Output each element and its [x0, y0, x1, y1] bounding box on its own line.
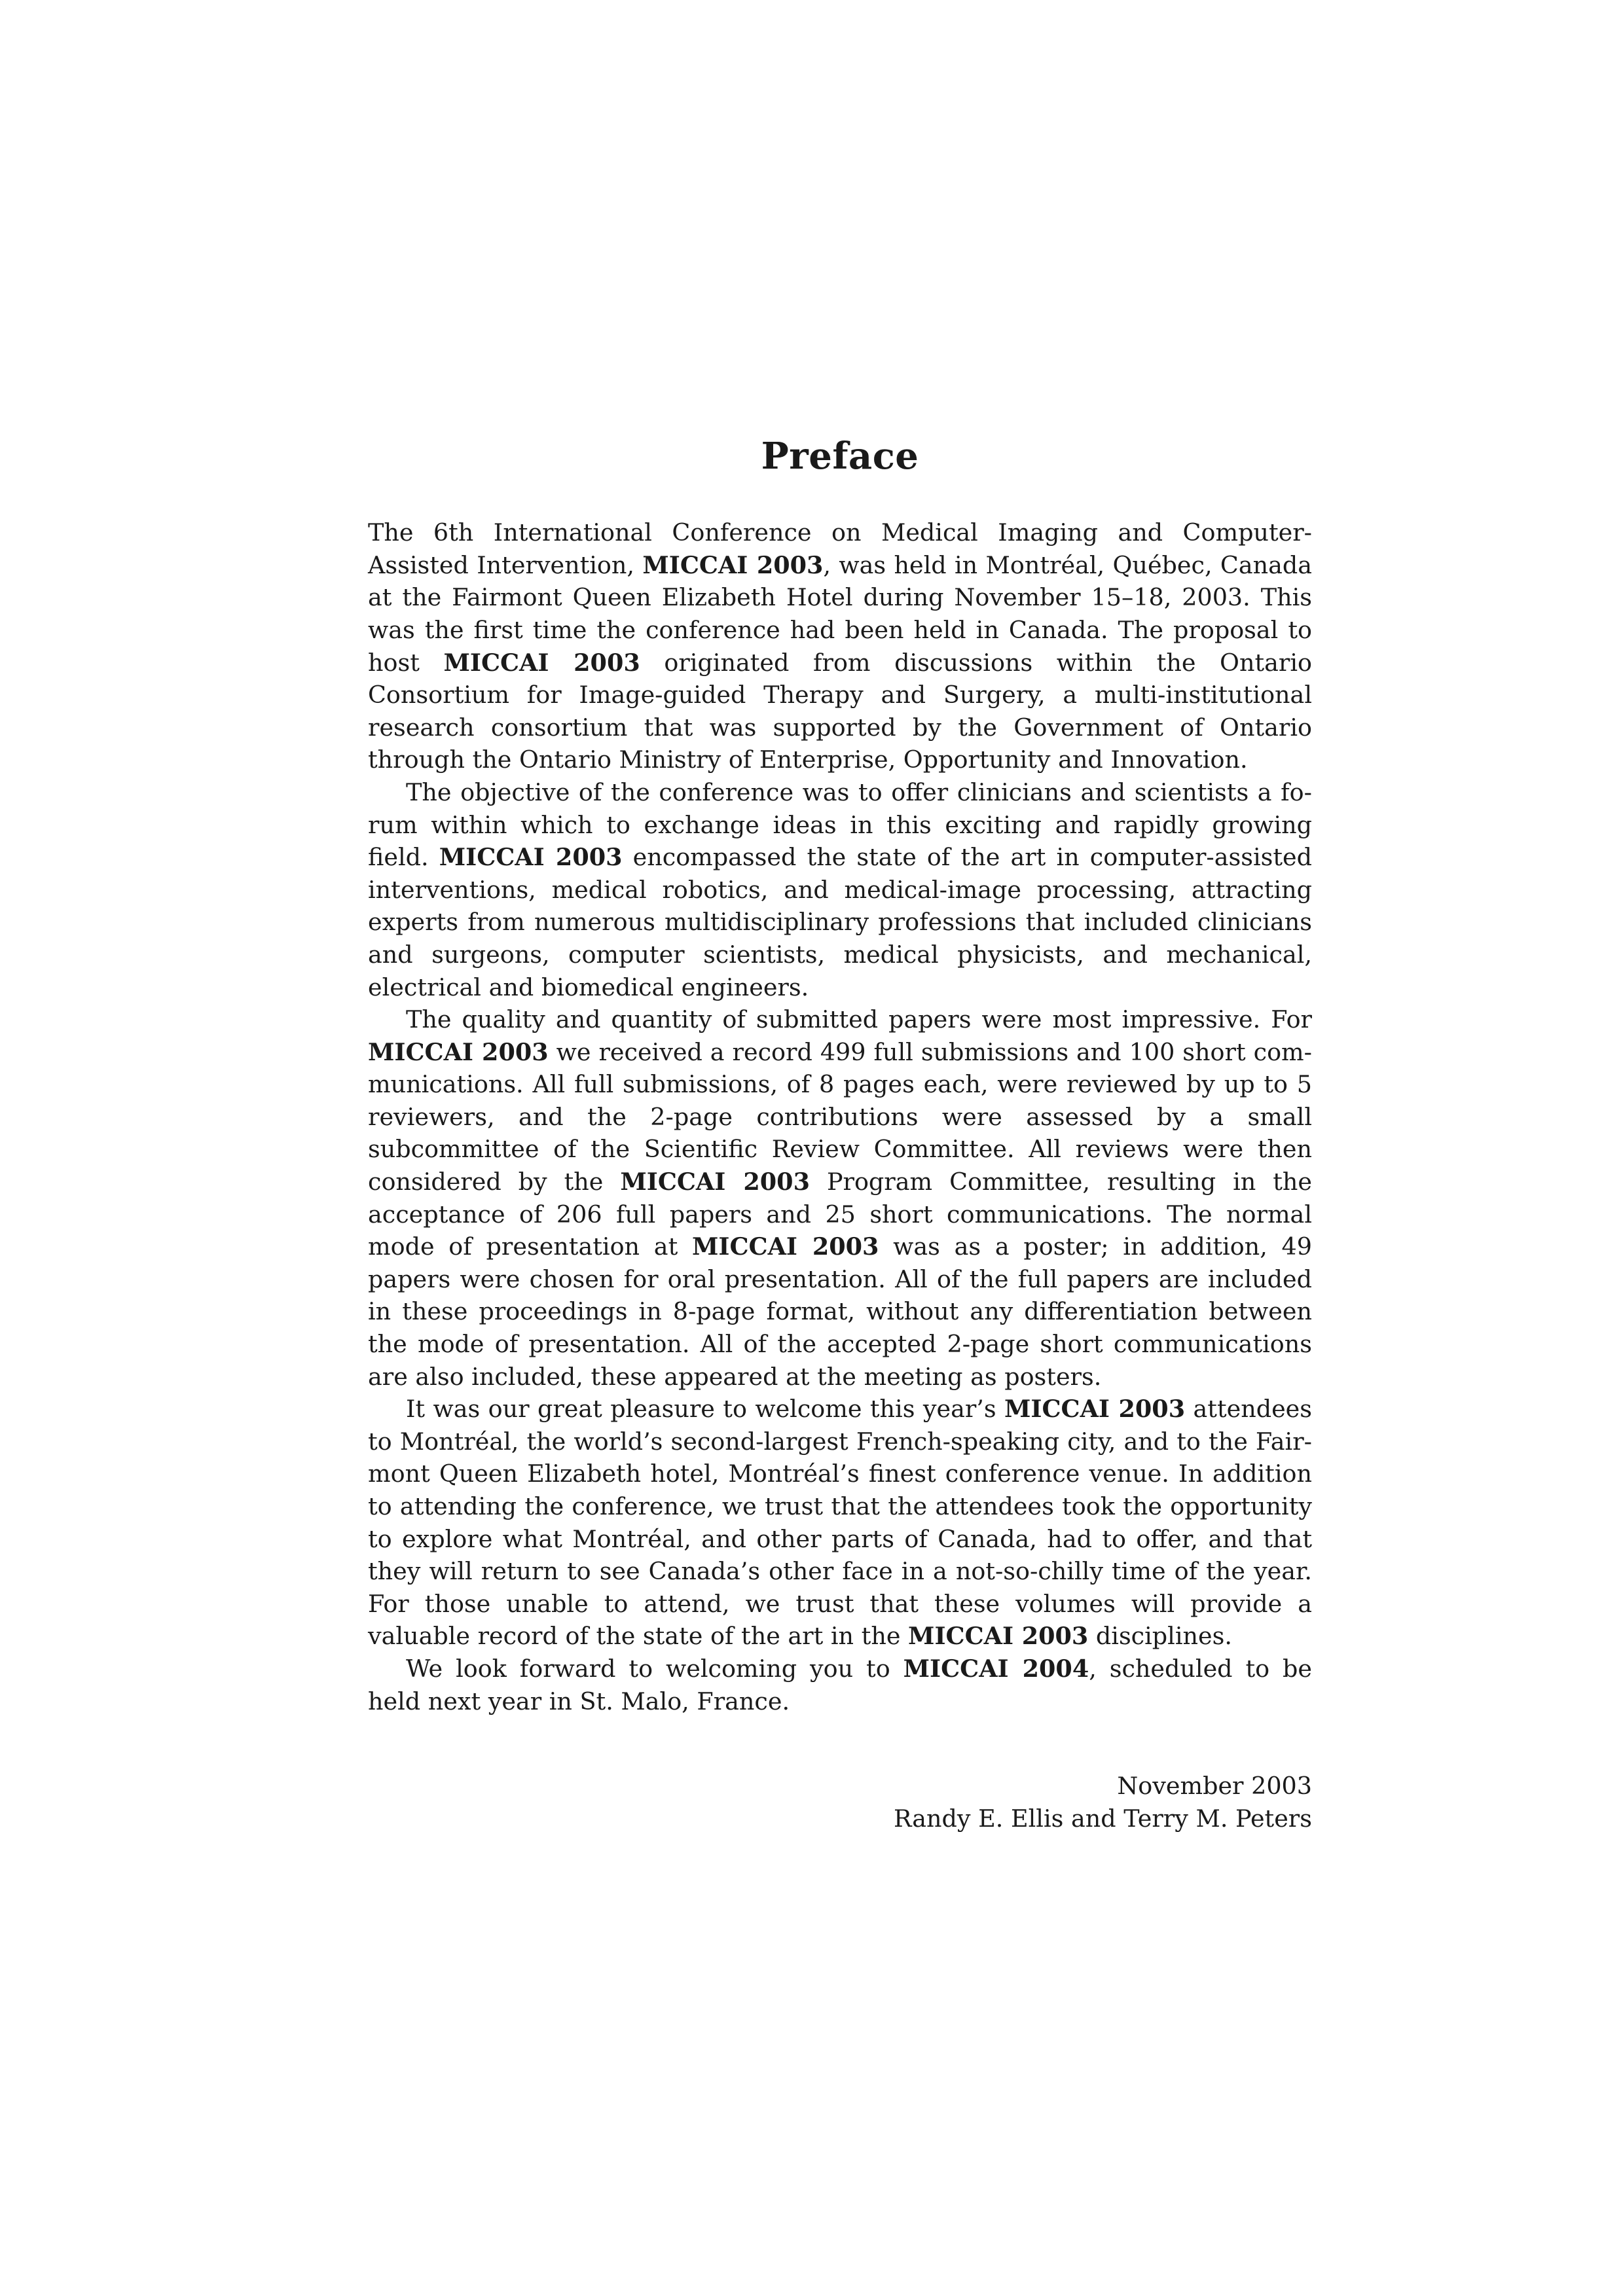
signoff-date: November 2003 [1117, 1772, 1312, 1801]
bold-term: MICCAI 2003 [642, 550, 824, 579]
text-run: was as a poster; in addition, 49 papers were chosen for oral presentation. All of the full papers are included in these proceedings in 8-page format, without any differentiation between the mode of presentation. All of the accepted 2-page short communications are also included, these appeared at the meeting as posters. [368, 1232, 1312, 1391]
bold-term: MICCAI 2003 [620, 1168, 810, 1196]
bold-term: MICCAI 2003 [439, 843, 623, 872]
paragraph [368, 1393, 1312, 1653]
text-run: The 6th International Conference on Medical Imaging and Computer-Assisted Intervention, [368, 518, 1312, 579]
text-run: originated from discussions within the Ontario Consortium for Image-guided Therapy and Surgery, a multi-institutional research consortium that was supported by the Government of Ontario through the Ontario Ministry of Enterprise, Opportunity and Innovation. [368, 648, 1312, 774]
bold-term: MICCAI 2003 [368, 1037, 549, 1066]
bold-term: MICCAI 2003 [692, 1232, 879, 1261]
bold-term: MICCAI 2003 [908, 1622, 1089, 1651]
text-run: we received a record 499 full submissions and 100 short communications. All full submissions, of 8 pages each, were reviewed by up to 5 reviewers, and the 2-page contributions were assessed by a small subcommittee of the Scientific Review Committee. All reviews were then considered by the [368, 1037, 1312, 1196]
signoff-authors: Randy E. Ellis and Terry M. Peters [893, 1804, 1312, 1833]
text-run: The objective of the conference was to offer clinicians and scientists a forum within which to exchange ideas in this exciting and rapidly growing field. [368, 778, 1312, 872]
bold-term: MICCAI 2003 [1004, 1395, 1186, 1424]
paragraph [368, 516, 1312, 776]
text-run: encompassed the state of the art in computer-assisted interventions, medical robotics, and medical-image processing, attracting experts from numerous multidisciplinary professions that included clinicians and surgeons, computer scientists, medical physicists, and mechanical, electrical and biomedical engineers. [368, 843, 1312, 1001]
bold-term: MICCAI 2004 [903, 1654, 1089, 1683]
paragraph [368, 776, 1312, 1003]
paragraph [368, 1003, 1312, 1393]
signoff [368, 1770, 1312, 1835]
text-run: disciplines. [1088, 1622, 1232, 1651]
text-run: We look forward to welcoming you to [406, 1654, 903, 1683]
text-run: Program Committee, resulting in the acceptance of 206 full papers and 25 short communications. The normal mode of presentation at [368, 1168, 1313, 1261]
text-run: It was our great pleasure to welcome this year’s [406, 1395, 1005, 1424]
text-run: The quality and quantity of submitted papers were most impressive. For [406, 1005, 1312, 1034]
bold-term: MICCAI 2003 [443, 648, 640, 677]
paragraph [368, 1653, 1312, 1717]
text-run: , scheduled to be held next year in St. Malo, France. [368, 1654, 1313, 1715]
text-run: attendees to Montréal, the world’s second-largest French-speaking city, and to the Fairmont Queen Elizabeth hotel, Montréal’s finest conference venue. In addition to attending the conference, we trust that the attendees took the opportunity to explore what Montréal, and other parts of Canada, had to offer, and that they will return to see Canada’s other face in a not-so-chilly time of the year. For those unable to attend, we trust that these volumes will provide a valuable record of the state of the art in the [368, 1395, 1313, 1651]
preface-body [368, 516, 1312, 1717]
page-title: Preface [761, 435, 919, 478]
preface-page [368, 435, 1312, 1835]
text-run: , was held in Montréal, Québec, Canada at the Fairmont Queen Elizabeth Hotel during November 15–18, 2003. This was the first time the conference had been held in Canada. The proposal to host [368, 550, 1312, 677]
